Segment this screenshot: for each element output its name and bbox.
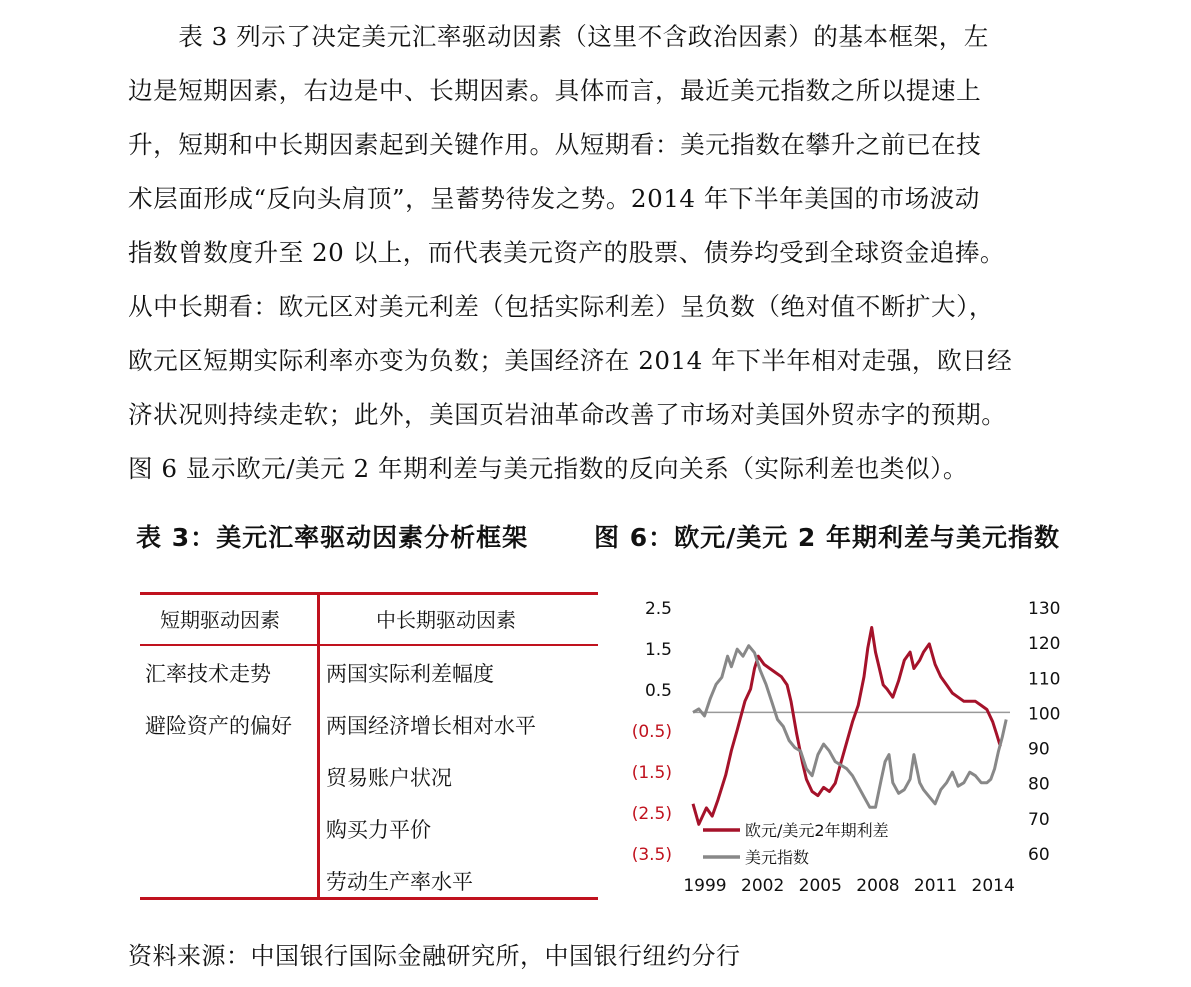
right-axis-tick-label: 120: [1028, 634, 1061, 655]
table-cell-short-term: 汇率技术走势: [145, 662, 271, 686]
table-cell-long-term: 两国实际利差幅度: [326, 662, 494, 686]
left-axis-tick-label: 1.5: [644, 640, 672, 660]
x-axis-tick-label: 2014: [971, 876, 1015, 896]
table-caption: 表 3：美元汇率驱动因素分析框架: [136, 523, 529, 552]
x-axis-tick-label: 2011: [913, 876, 958, 896]
table-cell-long-term: 劳动生产率水平: [326, 870, 473, 894]
x-axis-tick-label: 2005: [798, 876, 842, 896]
table-header-rule: [140, 644, 598, 646]
table-header-short-term: 短期驱动因素: [160, 608, 280, 632]
left-axis-tick-label: (0.5): [631, 722, 672, 742]
spread-dollar-index-chart: [600, 585, 1080, 905]
table-column-divider: [317, 592, 320, 900]
paragraph-line: 欧元区短期实际利率亦变为负数；美国经济在 2014 年下半年相对走强，欧日经: [128, 346, 1013, 375]
spread-series-line: [693, 628, 1000, 825]
x-axis-tick-label: 2002: [741, 876, 785, 896]
left-axis-tick-label: 2.5: [644, 599, 672, 619]
table-cell-long-term: 贸易账户状况: [326, 766, 452, 790]
figure-caption: 图 6：欧元/美元 2 年期利差与美元指数: [594, 523, 1061, 552]
left-axis-tick-label: 0.5: [644, 681, 672, 701]
legend-label: 欧元/美元2年期利差: [745, 821, 889, 840]
paragraph-line: 指数曾数度升至 20 以上，而代表美元资产的股票、债券均受到全球资金追捧。: [128, 238, 1006, 267]
paragraph-line: 图 6 显示欧元/美元 2 年期利差与美元指数的反向关系（实际利差也类似）。: [128, 454, 968, 483]
paragraph-line: 表 3 列示了决定美元汇率驱动因素（这里不含政治因素）的基本框架，左: [128, 22, 989, 51]
table-cell-long-term: 购买力平价: [326, 818, 431, 842]
table-bottom-rule: [140, 897, 598, 900]
paragraph-line: 边是短期因素，右边是中、长期因素。具体而言，最近美元指数之所以提速上: [128, 76, 982, 105]
right-axis-tick-label: 90: [1028, 739, 1050, 760]
table-header-long-term: 中长期驱动因素: [376, 608, 516, 632]
x-axis-tick-label: 2008: [856, 876, 900, 896]
table-cell-short-term: 避险资产的偏好: [145, 714, 292, 738]
right-axis-tick-label: 130: [1028, 599, 1061, 619]
legend-label: 美元指数: [745, 848, 810, 867]
source-note: 资料来源：中国银行国际金融研究所，中国银行纽约分行: [128, 942, 741, 970]
x-axis-tick-label: 1999: [683, 876, 727, 896]
paragraph-line: 升，短期和中长期因素起到关键作用。从短期看：美元指数在攀升之前已在技: [128, 130, 982, 159]
left-axis-tick-label: (1.5): [631, 763, 672, 783]
dollar-index-series-line: [693, 646, 1006, 808]
paragraph-line: 济状况则持续走软；此外，美国页岩油革命改善了市场对美国外贸赤字的预期。: [128, 400, 1007, 429]
right-axis-tick-label: 70: [1028, 809, 1050, 830]
left-axis-tick-label: (2.5): [631, 804, 672, 824]
paragraph-line: 从中长期看：欧元区对美元利差（包括实际利差）呈负数（绝对值不断扩大），: [128, 292, 994, 321]
right-axis-tick-label: 80: [1028, 774, 1050, 795]
right-axis-tick-label: 100: [1028, 704, 1061, 725]
body-paragraph: [128, 10, 1083, 496]
right-axis-tick-label: 60: [1028, 845, 1050, 865]
table-top-rule: [140, 592, 598, 595]
paragraph-line: 术层面形成“反向头肩顶”，呈蓄势待发之势。2014 年下半年美国的市场波动: [128, 184, 980, 213]
driver-table: [140, 592, 598, 900]
table-cell-long-term: 两国经济增长相对水平: [326, 714, 536, 738]
right-axis-tick-label: 110: [1028, 669, 1061, 690]
left-axis-tick-label: (3.5): [631, 845, 672, 865]
